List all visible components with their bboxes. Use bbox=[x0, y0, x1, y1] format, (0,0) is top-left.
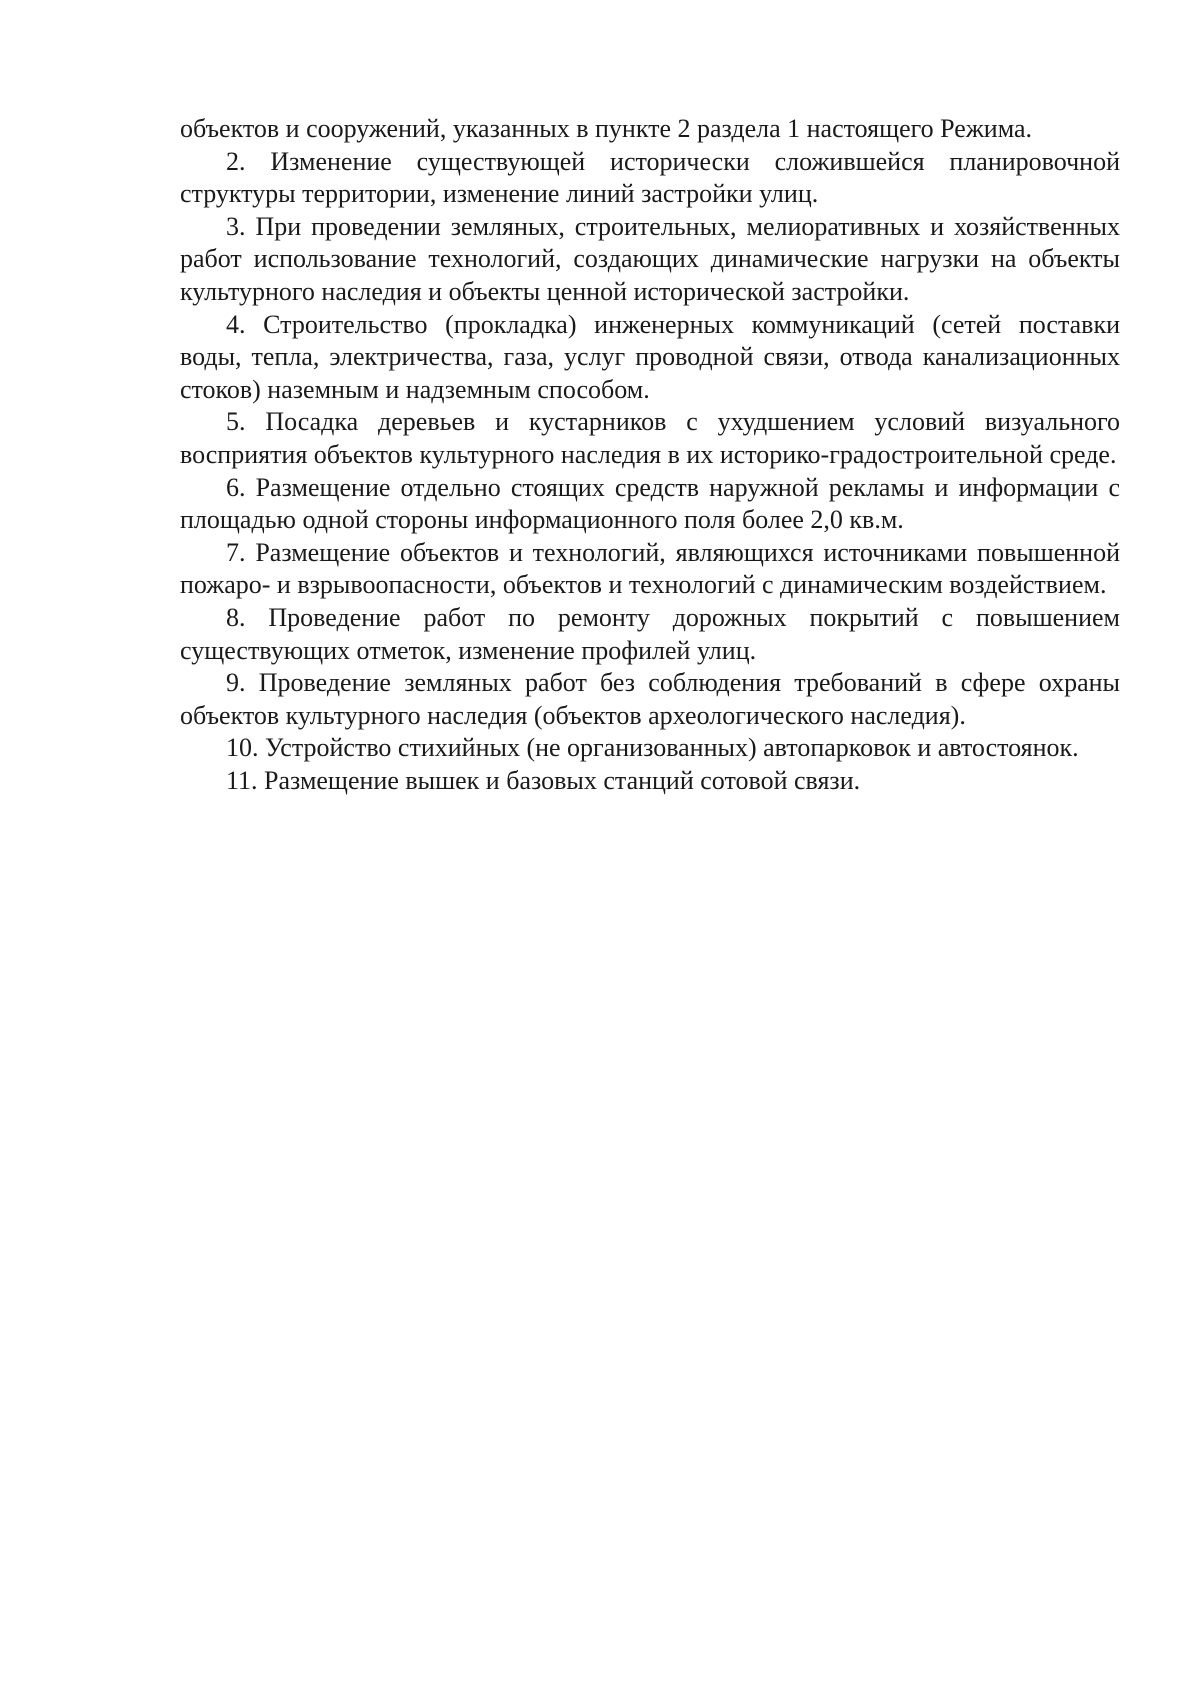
paragraph-item-5: 5. Посадка деревьев и кустарников с ухудшением условий визуального восприятия объектов культурного наследия в их историко-градостроительной среде. bbox=[180, 407, 1120, 469]
paragraph-item-3: 3. При проведении земляных, строительных, мелиоративных и хозяйственных работ использование технологий, создающих динамические нагрузки на объекты культурного наследия и объекты ценной исторической застройки. bbox=[180, 211, 1120, 306]
paragraph-item-10: 10. Устройство стихийных (не организованных) автопарковок и автостоянок. bbox=[226, 733, 1079, 763]
paragraph-continuation: объектов и сооружений, указанных в пункте 2 раздела 1 настоящего Режима. bbox=[180, 114, 1033, 143]
document-body bbox=[180, 113, 1120, 797]
paragraph-item-11: 11. Размещение вышек и базовых станций сотовой связи. bbox=[226, 765, 861, 795]
paragraph-item-4: 4. Строительство (прокладка) инженерных коммуникаций (сетей поставки воды, тепла, электричества, газа, услуг проводной связи, отвода канализационных стоков) наземным и надземным способом. bbox=[180, 309, 1120, 404]
paragraph-item-6: 6. Размещение отдельно стоящих средств наружной рекламы и информации с площадью одной стороны информационного поля более 2,0 кв.м. bbox=[180, 472, 1120, 535]
paragraph-item-7: 7. Размещение объектов и технологий, являющихся источниками повышенной пожаро- и взрывоопасности, объектов и технологий с динамическим воздействием. bbox=[180, 537, 1120, 600]
paragraph-item-2: 2. Изменение существующей исторически сложившейся планировочной структуры территории, изменение линий застройки улиц. bbox=[180, 146, 1120, 209]
paragraph-item-9: 9. Проведение земляных работ без соблюдения требований в сфере охраны объектов культурного наследия (объектов археологического наследия). bbox=[180, 668, 1120, 730]
paragraph-item-8: 8. Проведение работ по ремонту дорожных покрытий с повышением существующих отметок, изменение профилей улиц. bbox=[180, 602, 1120, 665]
